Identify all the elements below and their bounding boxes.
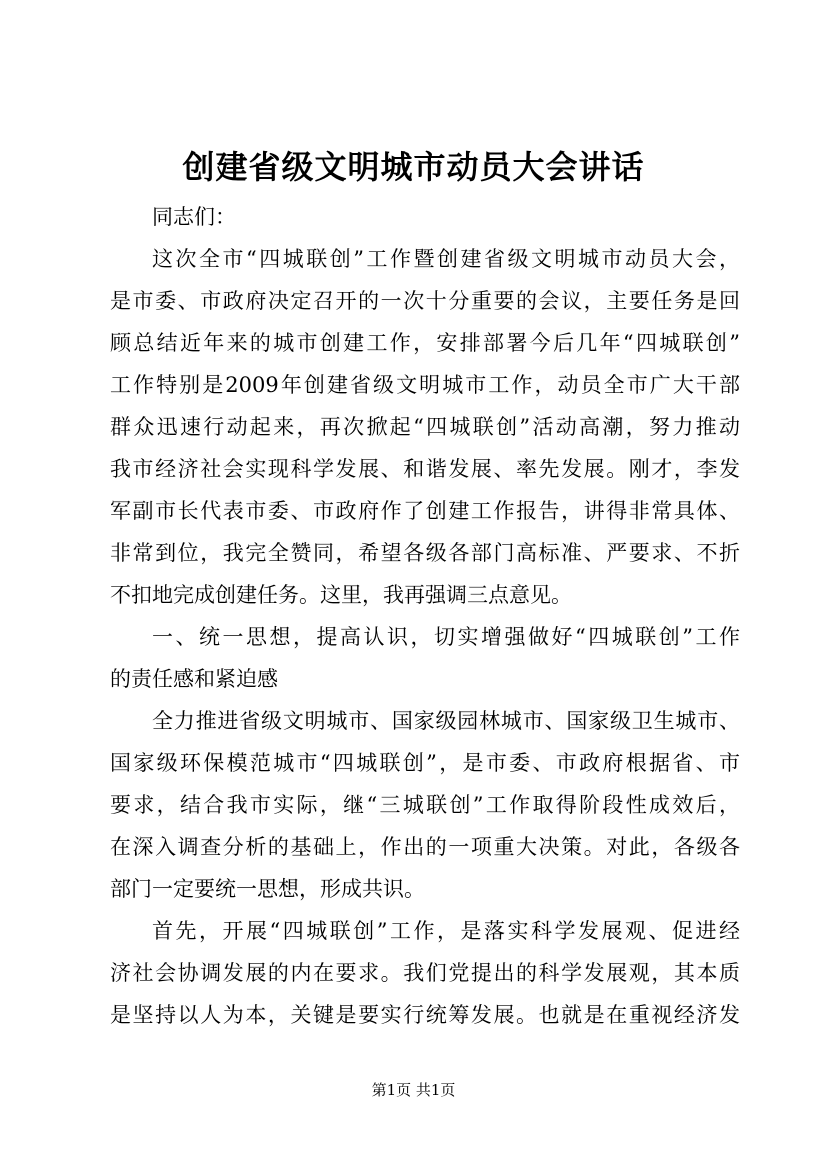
text-line: 不扣地完成创建任务。这里，我再强调三点意见。 xyxy=(110,583,572,607)
text-line: 工作特别是2009年创建省级文明城市工作，动员全市广大干部 xyxy=(110,373,740,397)
text-line: 是坚持以人为本，关键是要实行统筹发展。也就是在重视经济发 xyxy=(110,1003,740,1027)
text-line: 非常到位，我完全赞同，希望各级各部门高标准、严要求、不折 xyxy=(110,541,740,565)
text-line: 军副市长代表市委、市政府作了创建工作报告，讲得非常具体、 xyxy=(110,499,740,523)
page-number-footer: 第1页 共1页 xyxy=(371,1081,456,1099)
text-line: 我市经济社会实现科学发展、和谐发展、率先发展。刚才，李发 xyxy=(110,457,740,481)
text-line: 同志们： xyxy=(152,205,236,229)
text-line: 济社会协调发展的内在要求。我们党提出的科学发展观，其本质 xyxy=(110,961,740,985)
text-line: 在深入调查分析的基础上，作出的一项重大决策。对此，各级各 xyxy=(110,835,740,859)
text-line: 部门一定要统一思想，形成共识。 xyxy=(110,877,425,901)
text-line: 全力推进省级文明城市、国家级园林城市、国家级卫生城市、 xyxy=(152,709,740,733)
text-line: 首先，开展“四城联创”工作，是落实科学发展观、促进经 xyxy=(152,919,740,943)
section-heading-line: 一、统一思想，提高认识，切实增强做好“四城联创”工作 xyxy=(152,625,740,649)
text-line: 群众迅速行动起来，再次掀起“四城联创”活动高潮，努力推动 xyxy=(110,415,740,439)
text-line: 这次全市“四城联创”工作暨创建省级文明城市动员大会， xyxy=(152,247,740,271)
text-line: 国家级环保模范城市“四城联创”，是市委、市政府根据省、市 xyxy=(110,751,740,775)
text-line: 是市委、市政府决定召开的一次十分重要的会议，主要任务是回 xyxy=(110,289,740,313)
text-line: 顾总结近年来的城市创建工作，安排部署今后几年“四城联创” xyxy=(110,331,740,355)
text-line: 要求，结合我市实际，继“三城联创”工作取得阶段性成效后， xyxy=(110,793,740,817)
document-title: 创建省级文明城市动员大会讲话 xyxy=(182,148,645,186)
section-heading-line: 的责任感和紧迫感 xyxy=(110,667,278,691)
